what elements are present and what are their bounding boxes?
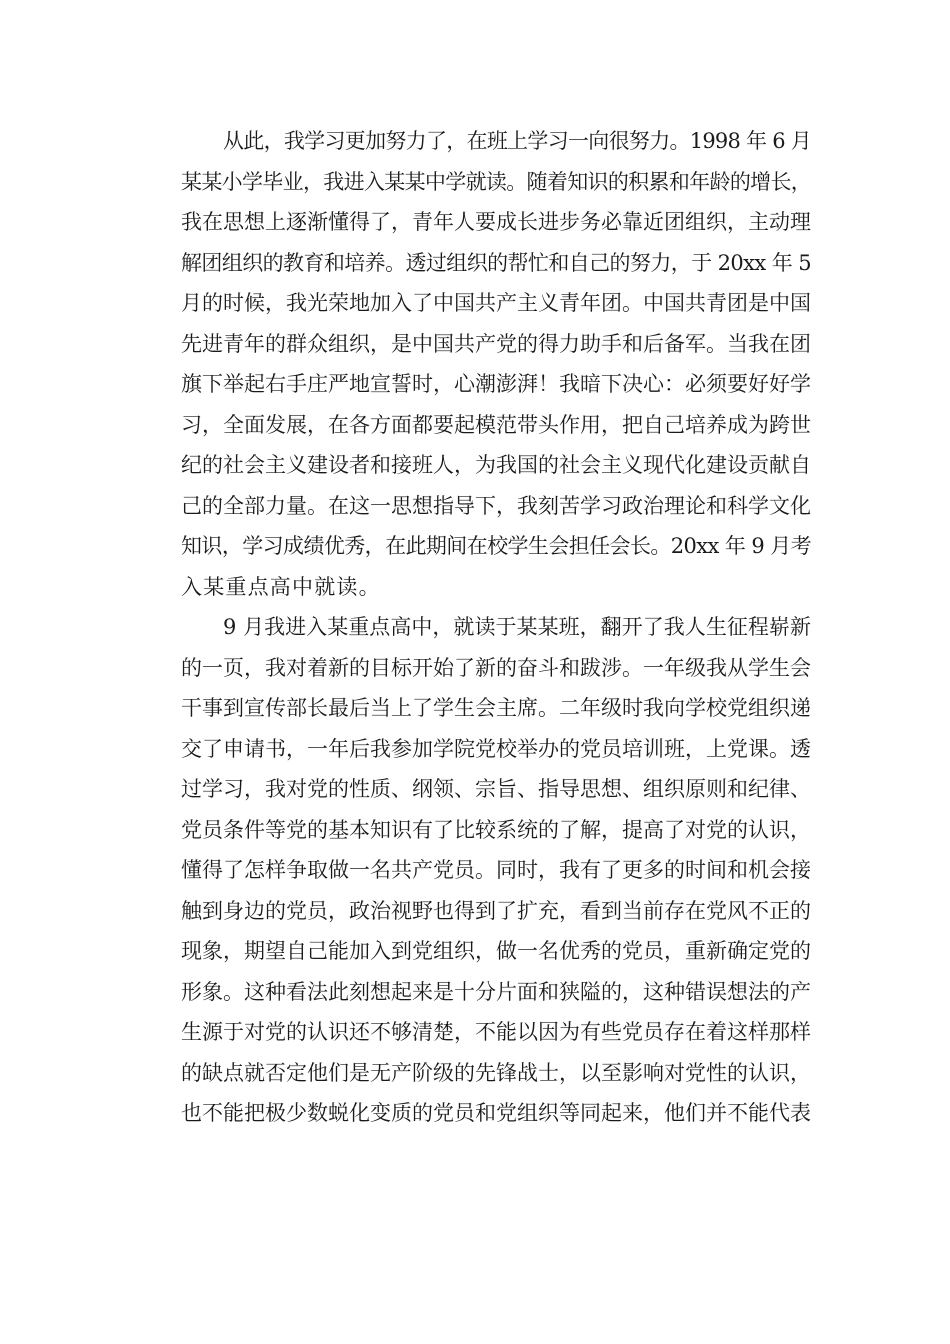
text-line: 交了申请书，一年后我参加学院党校举办的党员培训班，上党课。透 (181, 736, 811, 761)
text-line: 9 月我进入某重点高中，就读于某某班，翻开了我人生征程崭新 (223, 615, 811, 639)
document-body (139, 121, 811, 1134)
text-line: 的缺点就否定他们是无产阶级的先锋战士，以至影响对党性的认识， (181, 1060, 811, 1085)
text-line: 生源于对党的认识还不够清楚，不能以因为有些党员存在着这样那样 (181, 1020, 811, 1044)
text-line: 习，全面发展，在各方面都要起模范带头作用，把自己培养成为跨世 (181, 412, 811, 437)
text-line: 现象，期望自己能加入到党组织，做一名优秀的党员，重新确定党的 (181, 939, 811, 963)
text-line: 形象。这种看法此刻想起来是十分片面和狭隘的，这种错误想法的产 (181, 979, 811, 1004)
text-line: 我在思想上逐渐懂得了，青年人要成长进步务必靠近团组织，主动理 (181, 210, 811, 234)
text-line: 入某重点高中就读。 (181, 574, 381, 599)
text-line: 知识，学习成绩优秀，在此期间在校学生会担任会长。20xx 年 9 月考 (181, 534, 811, 558)
text-line: 过学习，我对党的性质、纲领、宗旨、指导思想、组织原则和纪律、 (181, 777, 811, 801)
text-line: 解团组织的教育和培养。透过组织的帮忙和自己的努力，于 20xx 年 5 (181, 250, 811, 275)
text-line: 的一页，我对着新的目标开始了新的奋斗和跋涉。一年级我从学生会 (181, 655, 811, 680)
text-line: 干事到宣传部长最后当上了学生会主席。二年级时我向学校党组织递 (181, 696, 811, 720)
text-line: 先进青年的群众组织，是中国共产党的得力助手和后备军。当我在团 (181, 331, 811, 356)
text-line: 触到身边的党员，政治视野也得到了扩充，看到当前存在党风不正的 (181, 898, 811, 923)
text-line: 月的时候，我光荣地加入了中国共产主义青年团。中国共青团是中国 (181, 291, 811, 315)
text-line: 也不能把极少数蜕化变质的党员和党组织等同起来，他们并不能代表 (181, 1101, 811, 1125)
text-line: 旗下举起右手庄严地宣誓时，心潮澎湃！我暗下决心：必须要好好学 (181, 372, 811, 396)
text-line: 从此，我学习更加努力了，在班上学习一向很努力。1998 年 6 月 (223, 129, 811, 153)
paragraph-2 (139, 607, 811, 1134)
text-line: 己的全部力量。在这一思想指导下，我刻苦学习政治理论和科学文化 (181, 493, 811, 518)
text-line: 懂得了怎样争取做一名共产党员。同时，我有了更多的时间和机会接 (181, 858, 811, 882)
text-line: 纪的社会主义建设者和接班人，为我国的社会主义现代化建设贡献自 (181, 453, 811, 477)
text-line: 某某小学毕业，我进入某某中学就读。随着知识的积累和年龄的增长， (181, 169, 811, 194)
text-line: 党员条件等党的基本知识有了比较系统的了解，提高了对党的认识， (181, 817, 811, 842)
paragraph-1 (139, 121, 811, 607)
